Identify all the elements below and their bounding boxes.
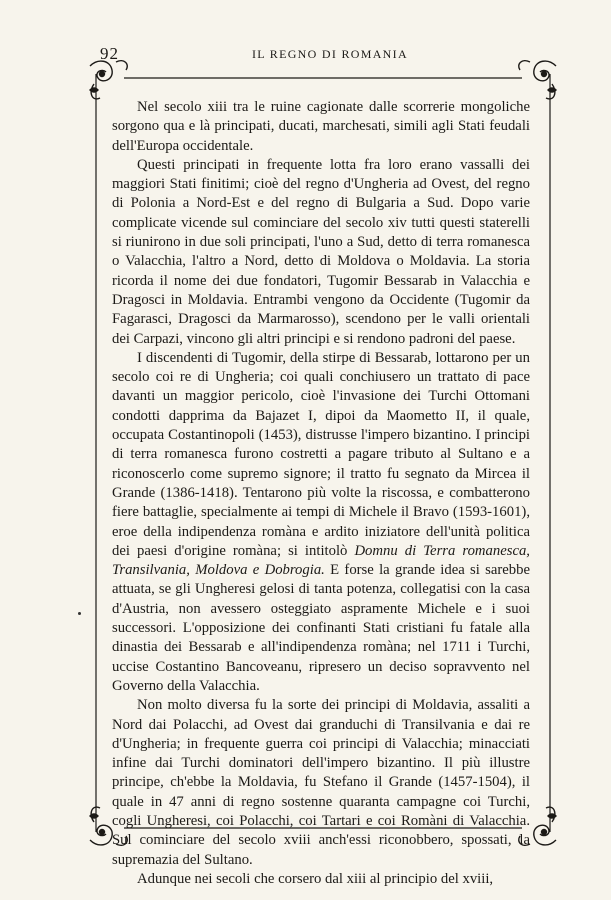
paragraph: Non molto diversa fu la sorte dei principi di Moldavia, assaliti a Nord dai Polacchi, ad Ovest dai granduchi di Transilvania e dai re d'Ungheria; in frequente guerra coi principi di Valacchia; minacciati infine dai Turchi dominatori dell'impero bizantino. Il più illustre principe, ch'ebbe la Moldavia, fu Stefano il Grande (1457-1504), il quale in 47 anni di regno sostenne quaranta campagne coi Turchi, cogli Ungheresi, coi Polacchi, coi Tartari e coi Romàni di Valacchia. Sul cominciare del secolo xviii anch'essi riconobbero, spossati, la supremazia del Sultano. bbox=[112, 697, 530, 868]
paragraph: Questi principati in frequente lotta fra loro erano vassalli dei maggiori Stati finitimi; cioè del regno d'Ungheria ad Ovest, del regno di Polonia a Nord-Est e del regno di Bulgaria a Sud. Dopo varie complicate vicende sul cominciare del secolo xiv tutti questi staterelli si riunirono in due soli principati, l'uno a Sud, detto di terra romanesca o Valacchia, l'altro a Nord, detto di Moldova o Moldavia. La storia ricorda il nome dei due fondatori, Tugomir Bessarab in Valacchia e Dragosci in Moldavia. Entrambi vengono da Occidente (Tugomir da Fagarasci, Dragosci da Marmarosso), scendono per le valli orientali dei Carpazi, vincono gli altri principi e si rendono padroni del paese. bbox=[112, 156, 530, 347]
paragraph: Nel secolo xiii tra le ruine cagionate dalle scorrerie mongoliche sorgono qua e là principati, ducati, marchesati, simili agli Stati feudali dell'Europa occidentale. bbox=[112, 99, 530, 154]
paragraph bbox=[112, 349, 530, 696]
paragraph: Adunque nei secoli che corsero dal xiii al principio del xviii, bbox=[137, 870, 494, 887]
running-title: IL REGNO DI ROMANIA bbox=[252, 47, 408, 61]
body-text bbox=[112, 98, 530, 889]
page-number: 92 bbox=[100, 44, 119, 63]
italic-title: Domnu di Terra romanesca, Transilvania, Moldova e Dobrogia. bbox=[112, 542, 530, 579]
paragraph-text: E forse la grande idea si sarebbe attuata, se gli Ungheresi gelosi di tanta potenza, collegatisi con la casa d'Austria, non avessero osteggiato aspramente Michele e i suoi successori. L'opposizione dei confinanti Stati cristiani fu fatale alla dinastia dei Bessarab e all'indipendenza romàna; nel 1711 i Turchi, uccise Costantino Bancoveanu, ripresero un deciso sopravvento nel Governo della Valacchia. bbox=[112, 562, 530, 694]
margin-speck bbox=[78, 612, 81, 615]
paragraph-text: I discendenti di Tugomir, della stirpe di Bessarab, lottarono per un secolo coi re di Ungheria; coi quali conchiusero un trattato di pace davanti un maggior pericolo, cioè l'invasione dei Turchi Ottomani condotti dapprima da Bajazet I, dipoi da Maometto II, il quale, occupata Costantinopoli (1453), distrusse l'impero bizantino. I principi di terra romanesca furono costretti a pagare tributo al Sultano e a riconoscerlo come supremo signore; il tratto fu segnato da Mircea il Grande (1386-1418). Tentarono più volte la riscossa, e combatterono fiere battaglie, specialmente ai tempi di Michele il Bravo (1593-1601), eroe della indipendenza romàna e ardito iniziatore dell'unità politica dei paesi d'origine romàna; si intitolò bbox=[112, 349, 530, 559]
